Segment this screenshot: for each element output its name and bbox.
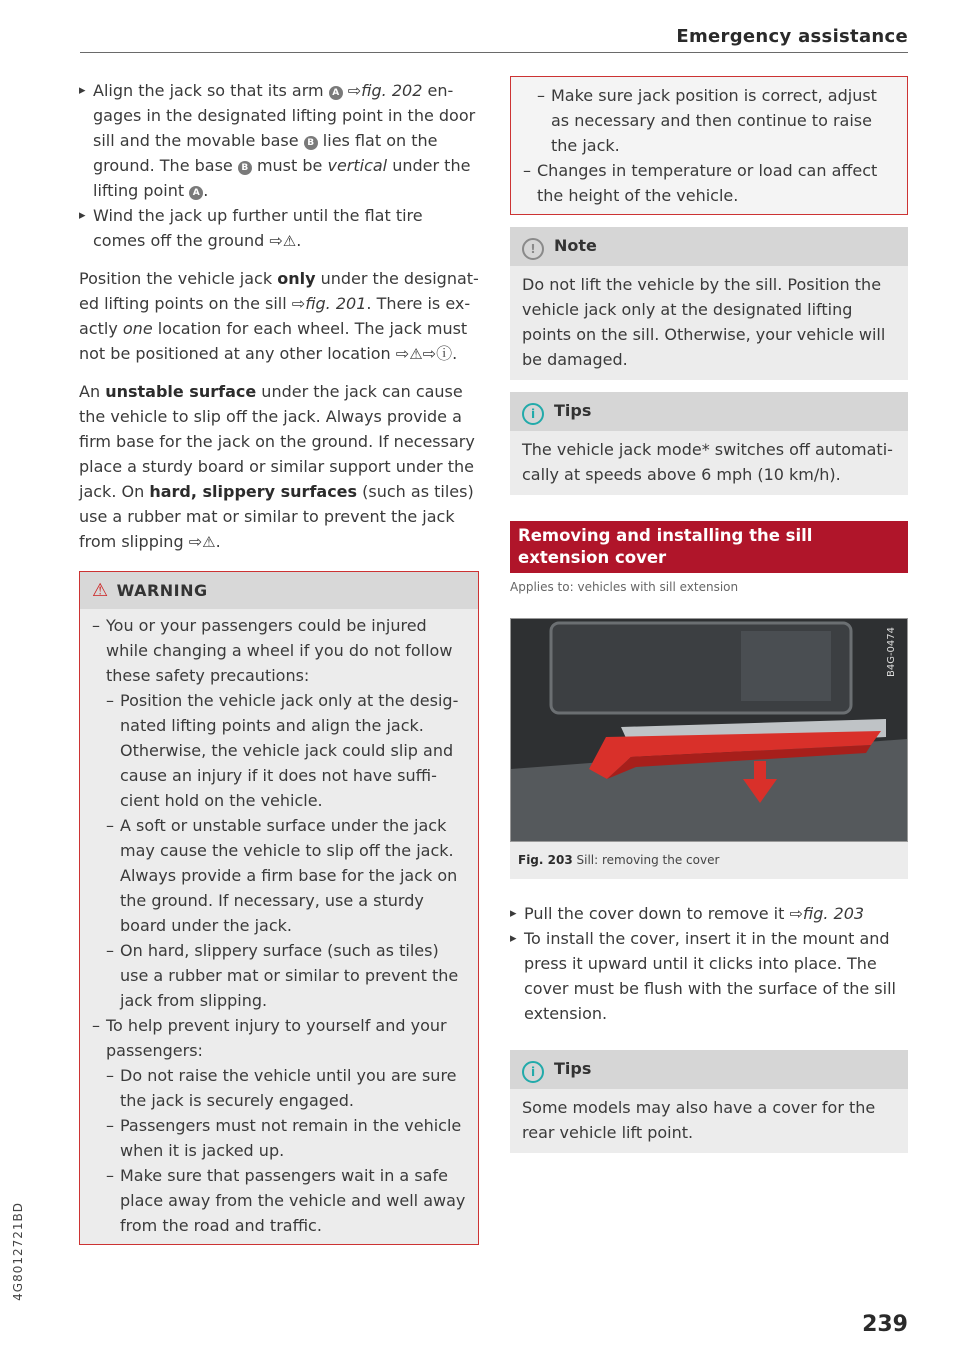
warning-body [80,609,478,1244]
note-text: Do not lift the vehicle by the sill. Position the vehicle jack only at the designated lifting points on the sill. Otherwise, your vehicle will be damaged. [522,275,886,369]
warning-item: – Position the vehicle jack only at the desig-nated lifting points and align the jack. Otherwise, the vehicle jack could slip and cause an injury if it does not have suffi-cient hold on the vehicle. [106,688,466,813]
step-install-cover: ▸ To install the cover, insert it in the mount and press it upward until it clicks into place. The cover must be flush with the surface of the sill extension. [510,926,908,1026]
right-column [510,76,908,1153]
paragraph-position: Position the vehicle jack only under the designat-ed lifting points on the sill ⇨fig. 201. There is ex-actly one location for each wheel. The jack must not be positioned at any other location ⇨⚠⇨ⓘ. [79,269,479,363]
info-icon: i [522,403,544,425]
warning-item: – A soft or unstable surface under the jack may cause the vehicle to slip off the jack. Always provide a firm base for the jack on the ground. If necessary, use a sturdy board under the jack. [106,813,466,938]
info-icon: i [522,1061,544,1083]
warning-item: – On hard, slippery surface (such as tiles) use a rubber mat or similar to prevent the jack from slipping. [106,938,466,1013]
applies-to: Applies to: vehicles with sill extension [510,580,739,594]
tips-box [510,392,908,495]
left-column [79,78,479,1245]
fig-202-link[interactable]: fig. 202 [361,81,423,100]
section-title: Removing and installing the sill extension cover [510,521,908,573]
warning-item: – Changes in temperature or load can affect the height of the vehicle. [523,158,895,208]
paragraph-unstable: An unstable surface under the jack can cause the vehicle to slip off the jack. Always provide a firm base for the jack on the ground. If necessary place a sturdy board or similar support under the jack. On hard, slippery surfaces (such as tiles) use a rubber mat or similar to prevent the jack from slipping ⇨⚠. [79,382,475,551]
warning-ref-icon[interactable]: ⚠ [202,533,216,551]
warning-continuation [510,76,908,215]
marker-b-icon: B [304,136,318,150]
document-code: 4G8012721BD [11,1202,25,1301]
figure-caption: Fig. 203 Sill: removing the cover [510,842,908,879]
running-header: Emergency assistance [676,26,908,47]
figure-code: B4G-0474 [886,627,897,678]
fig-203-link[interactable]: fig. 203 [802,904,865,923]
warning-item: – Do not raise the vehicle until you are sure the jack is securely engaged. [106,1063,466,1113]
note-box [510,227,908,380]
tips-header: i Tips [510,392,908,431]
marker-a-icon: A [329,86,343,100]
warning-box [79,571,479,1245]
warning-item: – Make sure that passengers wait in a safe place away from the vehicle and well away from the road and traffic. [106,1163,466,1238]
note-header: ! Note [510,227,908,266]
page-number: 239 [862,1312,908,1337]
warning-item: – Make sure jack position is correct, adjust as necessary and then continue to raise the jack. [537,83,895,158]
warning-item: – To help prevent injury to yourself and your passengers: [92,1013,466,1063]
warning-header: ⚠ WARNING [80,572,478,609]
step-wind-jack: ▸ Wind the jack up further until the flat tire comes off the ground ⇨⚠. [79,203,479,254]
warning-item: – Passengers must not remain in the vehicle when it is jacked up. [106,1113,466,1163]
step-align-jack: ▸ Align the jack so that its arm A ⇨fig. 202 en-gages in the designated lifting point in the door sill and the movable base B lies flat on the ground. The base B must be vertical under the lifting point A . [79,78,479,203]
warning-ref-icon[interactable]: ⚠ [409,345,423,363]
warning-item: – You or your passengers could be injured while changing a wheel if you do not follow these safety precautions: [92,613,466,688]
tips-text: Some models may also have a cover for the rear vehicle lift point. [522,1098,876,1142]
step-remove-cover: ▸ Pull the cover down to remove it ⇨fig. 203 [510,901,908,926]
note-ref-icon[interactable]: ⓘ [436,344,453,363]
sill-illustration [511,619,907,841]
figure-sill-cover [510,618,908,842]
tips-box-2 [510,1050,908,1153]
marker-a-icon: A [189,186,203,200]
warning-ref-icon[interactable]: ⚠ [282,232,297,250]
note-icon: ! [522,238,544,260]
tips-text: The vehicle jack mode* switches off automati-cally at speeds above 6 mph (10 km/h). [522,440,893,484]
warning-triangle-icon: ⚠ [92,580,109,601]
fig-201-link[interactable]: fig. 201 [305,294,367,313]
header-divider [80,52,908,53]
marker-b-icon: B [238,161,252,175]
tips-header: i Tips [510,1050,908,1089]
